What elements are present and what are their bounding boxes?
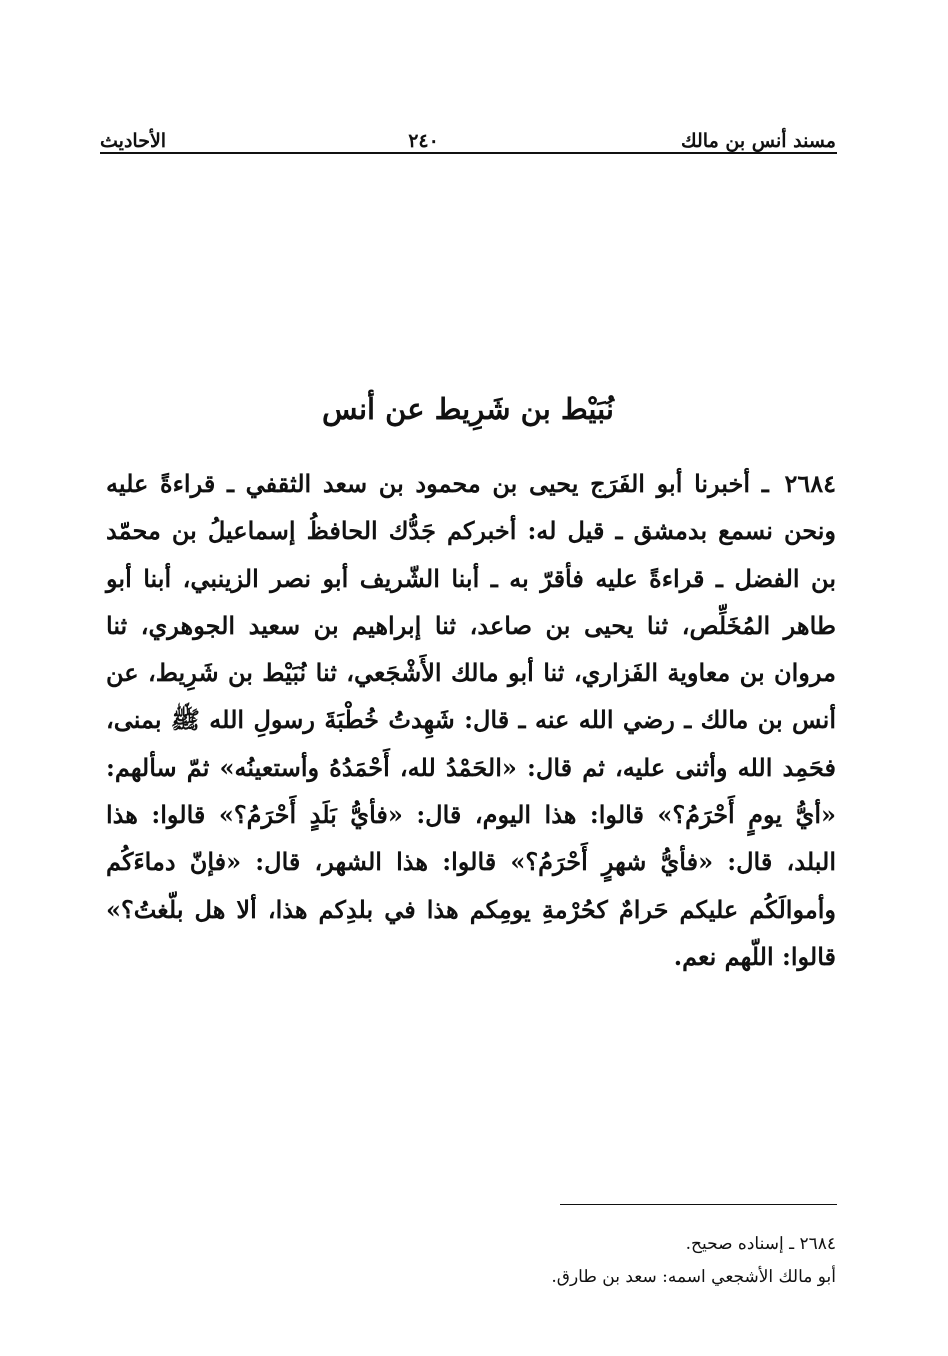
hadith-number: ٢٦٨٤: [784, 469, 837, 498]
footnote-grading: ٢٦٨٤ ـ إسناده صحيح.: [685, 1234, 836, 1254]
footnotes: [300, 1228, 836, 1294]
header-section: الأحاديث: [100, 130, 167, 152]
hadith-text: ـ أخبرنا أبو الفَرَج يحيى بن محمود بن سعد الثقفي ـ قراءةً عليه ونحن نسمع بدمشق ـ قيل له: أخبركم جَدُّك الحافظُ إسماعيلُ بن محمّد بن الفضل ـ قراءةً عليه فأقرّ به ـ أبنا الشّريف أبو نصر الزينبي، أبنا أبو طاهر المُخَلِّص، ثنا يحيى بن صاعد، ثنا إبراهيم بن سعيد الجوهري، ثنا مروان بن معاوية الفَزاري، ثنا أبو مالك الأَشْجَعي، ثنا نُبَيْط بن شَرِيط، عن أنس بن مالك ـ رضي الله عنه ـ قال: شَهِدتُ خُطْبَةَ رسولِ الله ﷺ بمنى، فحَمِد الله وأثنى عليه، ثم قال: «الحَمْدُ لله، أَحْمَدُهُ وأستعينُه» ثمّ سألهم: «أيُّ يومٍ أَحْرَمُ؟» قالوا: هذا اليوم، قال: «فأيُّ بَلَدٍ أَحْرَمُ؟» قالوا: هذا البلد، قال: «فأيُّ شهرٍ أَحْرَمُ؟» قالوا: هذا الشهر، قال: «فإنّ دماءَكُم وأموالَكُم عليكم حَرامٌ كحُرْمةِ يومِكم هذا في بلدِكم هذا، ألا هل بلّغتُ؟» قالوا: اللّهم نعم.: [106, 469, 836, 971]
footnote-rule: [560, 1204, 837, 1205]
header-rule: [100, 152, 837, 154]
footnote-narrator-note: أبو مالك الأشجعي اسمه: سعد بن طارق.: [551, 1267, 836, 1287]
running-header: [100, 118, 836, 152]
header-page-number: ٢٤٠: [408, 130, 439, 152]
hadith-paragraph: [106, 460, 836, 980]
chapter-title: نُبَيْط بن شَرِيط عن أنس: [321, 392, 614, 426]
header-book-title: مسند أنس بن مالك: [681, 130, 836, 152]
